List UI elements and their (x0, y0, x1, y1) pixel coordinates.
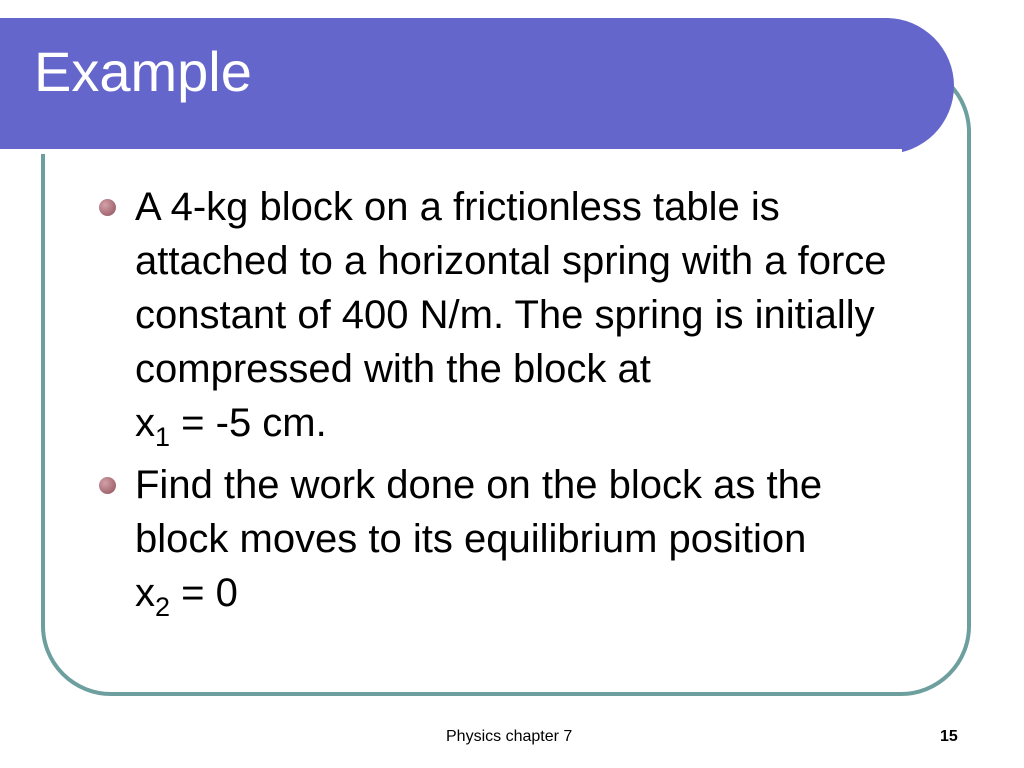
bullet-item (95, 458, 895, 620)
title-underline (0, 149, 902, 154)
bullet-dot-icon (99, 477, 116, 494)
bullet-text: A 4-kg block on a frictionless table is attached to a horizontal spring with a force constant of 400 N/m. The spring is initially compressed with the block at (135, 185, 887, 391)
footer-text: Physics chapter 7 (446, 728, 573, 745)
subscript: 2 (155, 592, 171, 622)
bullet-item (95, 180, 895, 450)
bullet-text: Find the work done on the block as the block moves to its equilibrium position (135, 463, 823, 561)
equation-tail: = -5 cm. (170, 401, 327, 445)
variable: x (135, 401, 155, 445)
bullet-dot-icon (99, 199, 116, 216)
slide-title: Example (34, 40, 252, 103)
variable: x (135, 571, 155, 615)
subscript: 1 (155, 422, 171, 452)
equation-tail: = 0 (170, 571, 238, 615)
bullet-list (95, 180, 895, 628)
page-number: 15 (940, 728, 958, 745)
